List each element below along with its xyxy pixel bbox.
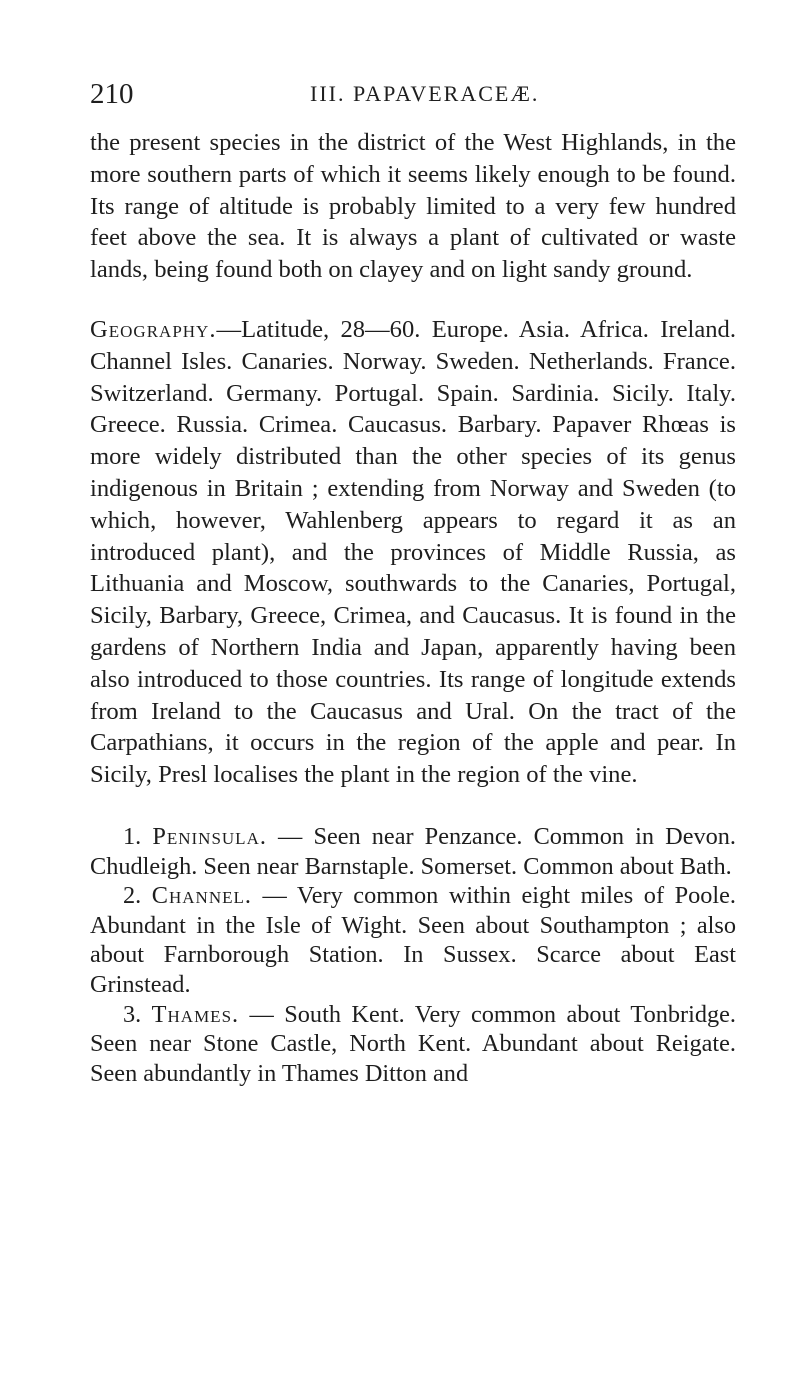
province-text: — Seen near Penzance. Common in Devon. Chudleigh. Seen near Barnstaple. Somerset. Common about Bath. <box>90 822 736 880</box>
province-text: — Very common within eight miles of Poole. Abundant in the Isle of Wight. Seen about Southampton ; also about Farnborough Station. In Sussex. Scarce about East Grinstead. <box>90 882 736 998</box>
geography-heading: Geography. <box>90 315 217 343</box>
body-text <box>90 127 736 1088</box>
province-name: Thames. <box>151 1000 240 1028</box>
geography-text: —Latitude, 28—60. Europe. Asia. Africa. Ireland. Channel Isles. Canaries. Norway. Sweden. Netherlands. France. Switzerland. Germany. Portugal. Spain. Sardinia. Sicily. Italy. Greece. Russia. Crimea. Caucasus. Barbary. Papaver Rhœas is more widely distributed than the other species of its genus indigenous in Britain ; extending from Norway and Sweden (to which, however, Wahlenberg appears to regard it as an introduced plant), and the provinces of Middle Russia, as Lithuania and Moscow, southwards to the Canaries, Portugal, Sicily, Barbary, Greece, Crimea, and Caucasus. It is found in the gardens of Northern India and Japan, apparently having been also introduced to those countries. Its range of longitude extends from Ireland to the Caucasus and Ural. On the tract of the Carpathians, it occurs in the region of the apple and pear. In Sicily, Presl localises the plant in the region of the vine. <box>90 315 736 789</box>
province-entry-3 <box>90 1000 736 1089</box>
province-number: 2. <box>123 882 142 910</box>
province-list <box>90 822 736 1088</box>
province-text: — South Kent. Very common about Tonbridge. Seen near Stone Castle, North Kent. Abundant about Reigate. Seen abundantly in Thames Ditton and <box>90 1000 737 1087</box>
province-name: Channel. <box>151 882 252 910</box>
province-name: Peninsula. <box>152 822 267 850</box>
intro-paragraph: the present species in the district of the West Highlands, in the more southern parts of which it seems likely enough to be found. Its range of altitude is probably limited to a very few hundred feet above the sea. It is always a plant of cultivated or waste lands, being found both on clayey and on light sandy ground. <box>90 129 736 284</box>
province-number: 3. <box>123 1000 142 1028</box>
page-number: 210 <box>90 78 134 110</box>
page-header <box>90 74 730 114</box>
geography-paragraph <box>90 314 736 791</box>
province-entry-1 <box>90 822 736 881</box>
province-number: 1. <box>123 822 142 850</box>
running-head: III. PAPAVERACEÆ. <box>310 81 540 106</box>
province-entry-2 <box>90 881 736 999</box>
